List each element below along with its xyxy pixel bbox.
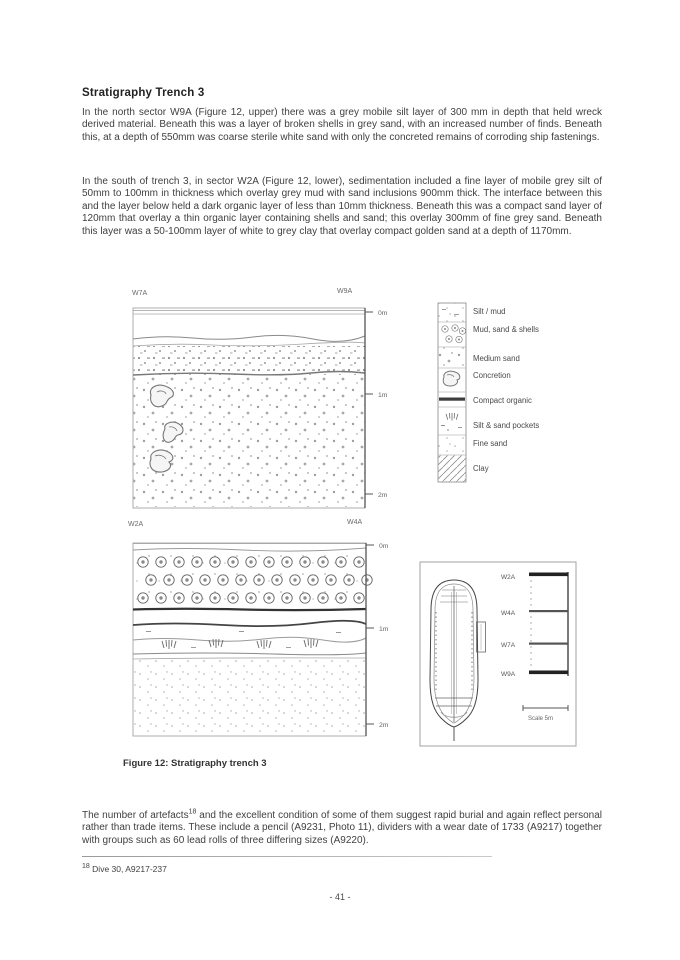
- silt-sand-pockets-band: [133, 631, 366, 659]
- legend-label-concretion: Concretion: [473, 371, 511, 380]
- plan-scale-label: Scale 5m: [528, 716, 554, 722]
- lower-section-drawing: [121, 514, 423, 749]
- footnote-separator: [82, 856, 492, 857]
- stratigraphy-legend: [436, 299, 608, 489]
- legend-label-mud-sand-shells: Mud, sand & shells: [473, 325, 539, 334]
- upper-left-sector-label: W7A: [132, 290, 148, 297]
- section-heading: Stratigraphy Trench 3: [82, 87, 205, 99]
- footnote-text: Dive 30, A9217-237: [92, 864, 167, 874]
- lower-right-sector-label: W4A: [347, 519, 363, 526]
- upper-depth-2m: 2m: [378, 492, 388, 499]
- plan-label-w9a: W9A: [501, 671, 516, 678]
- thin-organic-line: [133, 621, 366, 626]
- lower-depth-0m: 0m: [379, 543, 389, 550]
- upper-depth-0m: 0m: [378, 310, 388, 317]
- legend-label-silt-mud: Silt / mud: [473, 307, 506, 316]
- upper-right-sector-label: W9A: [337, 288, 353, 295]
- plan-section-labels: [501, 574, 516, 678]
- footnote: [82, 864, 167, 874]
- legend-label-fine-sand: Fine sand: [473, 439, 508, 448]
- footnote-number: 18: [82, 863, 90, 871]
- lower-depth-2m: 2m: [379, 722, 389, 729]
- legend-label-compact-organic: Compact organic: [473, 396, 532, 405]
- legend-swatch-column: [438, 303, 466, 482]
- ship-plan-inset: [417, 558, 581, 750]
- lower-depth-1m: 1m: [379, 626, 389, 633]
- legend-label-silt-sand-pockets: Silt & sand pockets: [473, 421, 540, 430]
- lower-left-sector-label: W2A: [128, 521, 144, 528]
- legend-label-medium-sand: Medium sand: [473, 354, 520, 363]
- fine-sand-layer: [134, 660, 366, 736]
- artefacts-text-before-footnote: The number of artefacts: [82, 810, 189, 821]
- section-position-bars: [529, 572, 568, 676]
- plan-scale-bar: [523, 705, 568, 722]
- paragraph-south-sector: In the south of trench 3, in sector W2A (Figure 12, lower), sedimentation included a fine layer of mobile grey silt of 50mm to 100mm in thickness which overlay grey mud with sand inclusions 900mm thick. The interface between this and the layer below held a dark organic layer of less than 10mm thickness. Beneath this was a compact sand layer of 120mm that overlay a thin organic layer containing shells and sand; this overlay 300mm of fine grey sand. Beneath this layer was a 50-100mm layer of white to grey clay that overlay compact golden sand at a depth of 1170mm.: [82, 176, 602, 237]
- artefacts-text-after-footnote: and the excellent condition of some of them suggest rapid burial and again reflect personal rather than trade items. These include a pencil (A9231, Photo 11), dividers with a wear date of 1733 (A9217) together with groups such as 60 lead rolls of three differing sizes (A9220).: [82, 810, 602, 846]
- plan-label-w2a: W2A: [501, 574, 516, 581]
- shelly-sand-layer: [134, 346, 365, 375]
- legend-label-clay: Clay: [473, 464, 489, 473]
- paragraph-artefacts: [82, 810, 602, 847]
- upper-depth-1m: 1m: [378, 392, 388, 399]
- paragraph-north-sector: In the north sector W9A (Figure 12, upper) there was a grey mobile silt layer of 300 mm in depth that held wreck derived material. Beneath this was a layer of broken shells in grey sand, with an increased number of finds. Beneath this, at a depth of 550mm was coarse sterile white sand with only the concreted remains of corroding ship fastenings.: [82, 107, 602, 143]
- ship-hull-outline: [430, 580, 486, 741]
- compact-organic-line: [133, 609, 366, 610]
- figure-caption: Figure 12: Stratigraphy trench 3: [123, 758, 267, 769]
- page-number: - 41 -: [329, 892, 351, 902]
- upper-section-drawing: [121, 283, 423, 515]
- footnote-reference-mark: 18: [188, 808, 197, 816]
- legend-labels: [473, 307, 539, 473]
- plan-label-w7a: W7A: [501, 642, 516, 649]
- plan-label-w4a: W4A: [501, 610, 516, 617]
